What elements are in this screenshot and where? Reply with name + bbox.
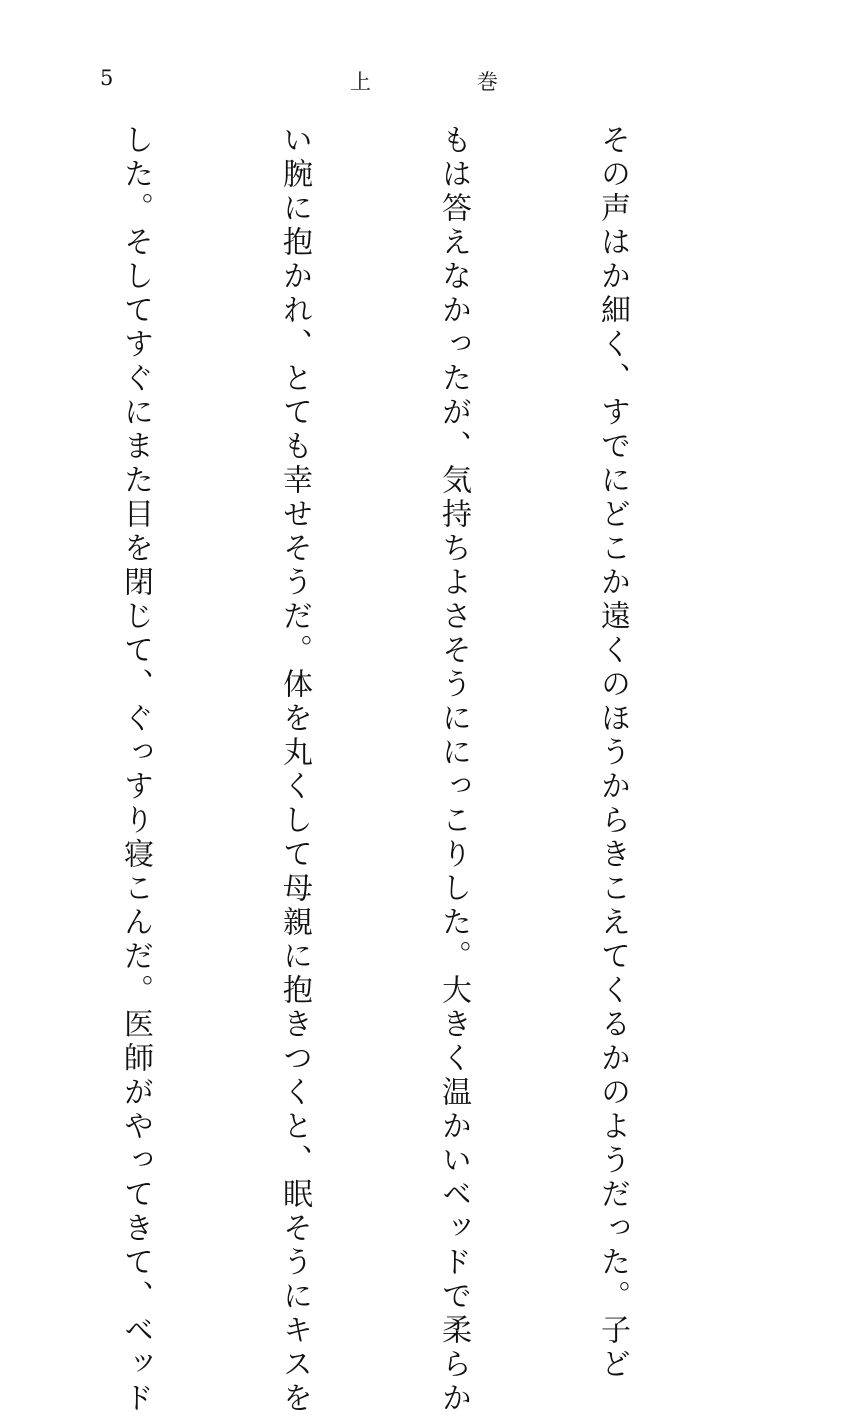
text-line: もは答えなかったが、気持ちよさそうににっこりした。大きく温かいベッドで柔らか xyxy=(436,124,471,1416)
text-line: した。そしてすぐにまた目を閉じて、ぐっすり寝こんだ。医師がやってきて、ベッド xyxy=(118,124,153,1416)
running-head-volume-char-1: 上 xyxy=(350,70,371,94)
text-line: その声はか細く、すでにどこか遠くのほうからきこえてくるかのようだった。子ど xyxy=(595,124,630,1382)
page-header xyxy=(0,66,841,100)
vertical-body-text xyxy=(85,124,745,1416)
text-line: い腕に抱かれ、とても幸せそうだ。体を丸くして母親に抱きつくと、眠そうにキスを xyxy=(277,124,312,1416)
running-head-volume-char-2: 巻 xyxy=(477,70,498,94)
page-number: 5 xyxy=(100,66,114,90)
text-line xyxy=(0,124,3,1134)
